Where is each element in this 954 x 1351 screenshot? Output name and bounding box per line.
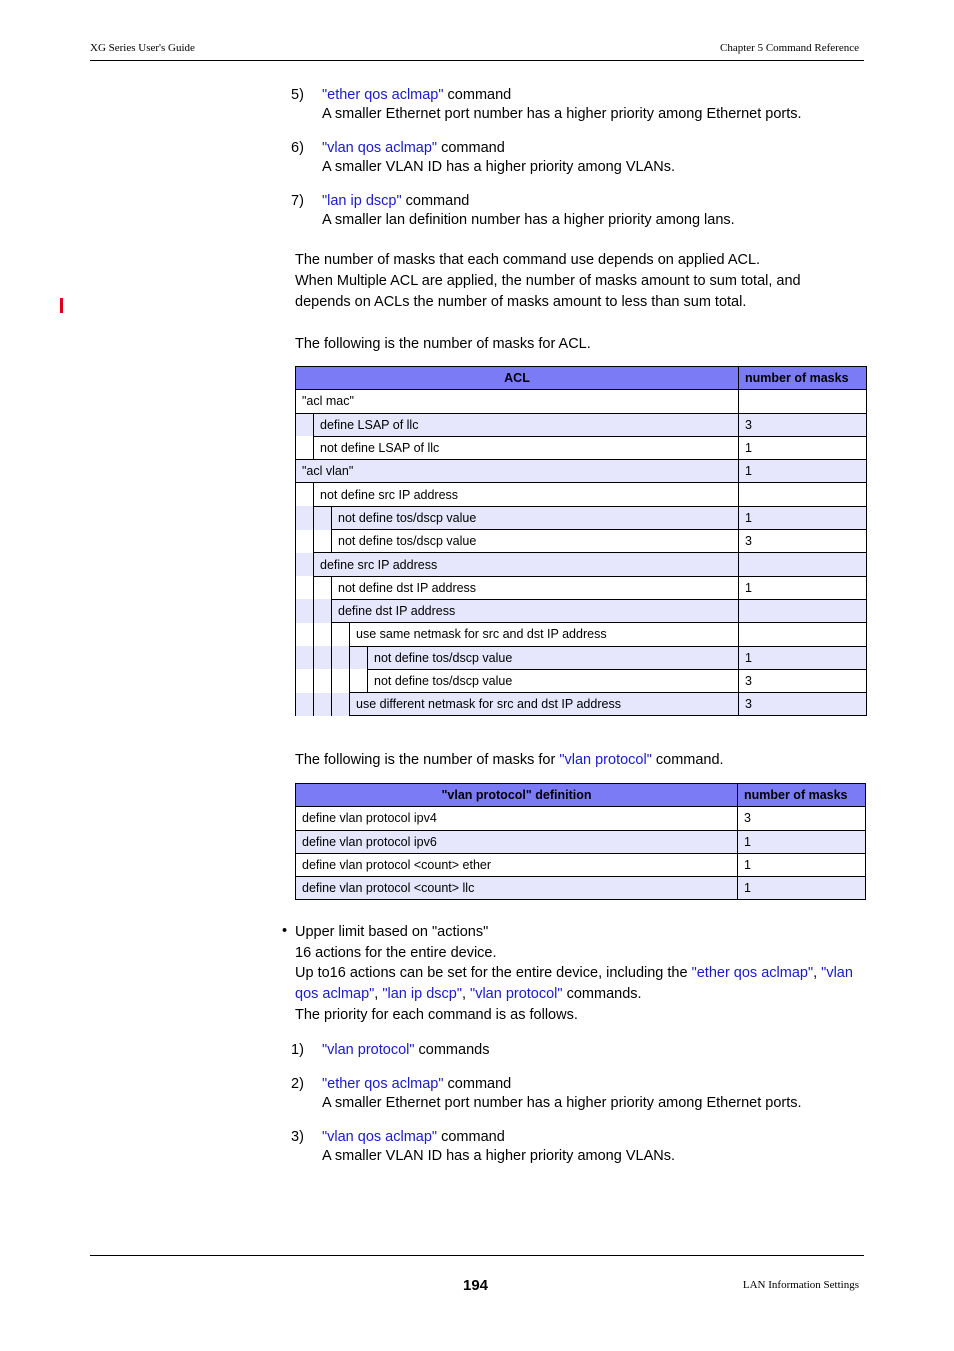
indent-cell bbox=[296, 436, 314, 459]
table-cell-value: 3 bbox=[739, 693, 867, 716]
list-item-desc: A smaller lan definition number has a higher priority among lans. bbox=[322, 212, 735, 228]
table-row bbox=[296, 807, 866, 830]
table-row bbox=[296, 553, 867, 576]
command-link[interactable]: "lan ip dscp" bbox=[382, 986, 462, 1002]
table-cell-label: define LSAP of llc bbox=[314, 413, 739, 436]
indent-cell bbox=[332, 623, 350, 646]
indent-cell bbox=[314, 693, 332, 716]
indent-cell bbox=[314, 669, 332, 692]
table-cell-value: 1 bbox=[739, 436, 867, 459]
acl-mask-table bbox=[295, 366, 867, 716]
indent-cell bbox=[314, 646, 332, 669]
bullet-title: Upper limit based on "actions" bbox=[295, 924, 489, 940]
indent-cell bbox=[296, 506, 314, 529]
table-cell-label: use same netmask for src and dst IP address bbox=[350, 623, 739, 646]
indent-cell bbox=[296, 599, 314, 622]
table-cell-label: not define dst IP address bbox=[332, 576, 739, 599]
indent-cell bbox=[350, 646, 368, 669]
indent-cell bbox=[332, 669, 350, 692]
table-cell-value: 1 bbox=[738, 877, 866, 900]
table-header: number of masks bbox=[739, 367, 867, 390]
table-cell-value: 3 bbox=[739, 669, 867, 692]
table-row bbox=[296, 506, 867, 529]
table-cell-value bbox=[739, 483, 867, 506]
command-link[interactable]: "vlan qos aclmap" bbox=[322, 140, 438, 156]
indent-cell bbox=[296, 646, 314, 669]
table-row bbox=[296, 576, 867, 599]
list-item-desc: A smaller Ethernet port number has a higher priority among Ethernet ports. bbox=[322, 1095, 802, 1111]
indent-cell bbox=[332, 646, 350, 669]
table-cell-label: "acl vlan" bbox=[296, 460, 739, 483]
table-cell-value: 1 bbox=[739, 506, 867, 529]
table-cell-value bbox=[739, 623, 867, 646]
table-cell-value: 1 bbox=[738, 830, 866, 853]
indent-cell bbox=[296, 669, 314, 692]
indent-cell bbox=[314, 623, 332, 646]
command-link[interactable]: "vlan qos aclmap" bbox=[322, 1129, 438, 1145]
change-bar bbox=[60, 298, 63, 313]
list-number: 1) bbox=[291, 1042, 304, 1058]
paragraph-line: qos aclmap", "lan ip dscp", "vlan protocol" commands. bbox=[295, 986, 642, 1002]
paragraph-line: depends on ACLs the number of masks amount to less than sum total. bbox=[295, 294, 747, 310]
table-row bbox=[296, 413, 867, 436]
list-item-heading: "vlan protocol" commands bbox=[322, 1042, 490, 1058]
list-number: 2) bbox=[291, 1076, 304, 1092]
table-cell-label: use different netmask for src and dst IP address bbox=[350, 693, 739, 716]
list-number: 3) bbox=[291, 1129, 304, 1145]
command-link[interactable]: "ether qos aclmap" bbox=[322, 87, 444, 103]
header-rule bbox=[90, 60, 864, 61]
table-cell-label: define dst IP address bbox=[332, 599, 739, 622]
table-header: ACL bbox=[296, 367, 739, 390]
indent-cell bbox=[296, 413, 314, 436]
list-item-desc: A smaller VLAN ID has a higher priority among VLANs. bbox=[322, 1148, 675, 1164]
table-cell-value: 1 bbox=[739, 460, 867, 483]
list-number: 5) bbox=[291, 87, 304, 103]
indent-cell bbox=[296, 553, 314, 576]
page-number: 194 bbox=[463, 1277, 489, 1294]
indent-cell bbox=[314, 530, 332, 553]
indent-cell bbox=[296, 623, 314, 646]
table-cell-value bbox=[739, 553, 867, 576]
table-header: number of masks bbox=[738, 784, 866, 807]
table-row bbox=[296, 390, 867, 413]
table-cell-label: define vlan protocol <count> ether bbox=[296, 853, 738, 876]
command-link[interactable]: "ether qos aclmap" bbox=[322, 1076, 444, 1092]
table-row bbox=[296, 853, 866, 876]
vlan-protocol-mask-table bbox=[295, 783, 866, 900]
list-item-desc: A smaller VLAN ID has a higher priority among VLANs. bbox=[322, 159, 675, 175]
list-number: 7) bbox=[291, 193, 304, 209]
table-cell-value bbox=[739, 599, 867, 622]
table-cell-label: not define LSAP of llc bbox=[314, 436, 739, 459]
paragraph-line: The number of masks that each command use depends on applied ACL. bbox=[295, 252, 761, 268]
table-cell-value: 1 bbox=[739, 576, 867, 599]
indent-cell bbox=[296, 483, 314, 506]
indent-cell bbox=[314, 599, 332, 622]
table-row bbox=[296, 877, 866, 900]
paragraph-line: Up to16 actions can be set for the entire device, including the "ether qos aclmap", "vlan bbox=[295, 965, 853, 981]
table-cell-label: not define tos/dscp value bbox=[368, 669, 739, 692]
paragraph-line: The following is the number of masks for ACL. bbox=[295, 336, 591, 352]
indent-cell bbox=[296, 530, 314, 553]
table-cell-label: define vlan protocol ipv4 bbox=[296, 807, 738, 830]
command-link[interactable]: "vlan protocol" bbox=[322, 1042, 415, 1058]
table-cell-label: not define tos/dscp value bbox=[368, 646, 739, 669]
list-item-desc: A smaller Ethernet port number has a higher priority among Ethernet ports. bbox=[322, 106, 802, 122]
indent-cell bbox=[314, 576, 332, 599]
list-item-heading: "vlan qos aclmap" command bbox=[322, 1129, 505, 1145]
table-row bbox=[296, 623, 867, 646]
table-cell-value bbox=[739, 390, 867, 413]
table-cell-value: 1 bbox=[738, 853, 866, 876]
table-header: "vlan protocol" definition bbox=[296, 784, 738, 807]
footer-section: LAN Information Settings bbox=[742, 1279, 859, 1291]
list-item-heading: "ether qos aclmap" command bbox=[322, 87, 512, 103]
table-cell-value: 1 bbox=[739, 646, 867, 669]
command-link[interactable]: "lan ip dscp" bbox=[322, 193, 402, 209]
table-cell-value: 3 bbox=[739, 413, 867, 436]
table-cell-label: define vlan protocol <count> llc bbox=[296, 877, 738, 900]
table-row bbox=[296, 599, 867, 622]
paragraph-line: The following is the number of masks for "vlan protocol" command. bbox=[295, 752, 724, 768]
table-cell-label: define src IP address bbox=[314, 553, 739, 576]
table-cell-label: not define tos/dscp value bbox=[332, 506, 739, 529]
bullet-icon: • bbox=[282, 923, 288, 939]
table-row bbox=[296, 830, 866, 853]
table-row bbox=[296, 483, 867, 506]
indent-cell bbox=[296, 693, 314, 716]
table-row bbox=[296, 460, 867, 483]
table-cell-label: not define tos/dscp value bbox=[332, 530, 739, 553]
command-link[interactable]: qos aclmap" bbox=[295, 986, 375, 1002]
indent-cell bbox=[314, 506, 332, 529]
command-link[interactable]: "vlan protocol" bbox=[470, 986, 563, 1002]
paragraph-line: 16 actions for the entire device. bbox=[295, 945, 497, 961]
table-row bbox=[296, 530, 867, 553]
header-left: XG Series User's Guide bbox=[90, 42, 195, 54]
table-cell-value: 3 bbox=[738, 807, 866, 830]
table-row bbox=[296, 436, 867, 459]
paragraph-line: When Multiple ACL are applied, the number of masks amount to sum total, and bbox=[295, 273, 801, 289]
command-link[interactable]: "vlan protocol" bbox=[559, 752, 652, 768]
list-item-heading: "lan ip dscp" command bbox=[322, 193, 470, 209]
table-row bbox=[296, 646, 867, 669]
list-item-heading: "vlan qos aclmap" command bbox=[322, 140, 505, 156]
table-row bbox=[296, 693, 867, 716]
list-item-heading: "ether qos aclmap" command bbox=[322, 1076, 512, 1092]
table-cell-label: not define src IP address bbox=[314, 483, 739, 506]
footer-rule bbox=[90, 1255, 864, 1256]
table-cell-label: define vlan protocol ipv6 bbox=[296, 830, 738, 853]
list-number: 6) bbox=[291, 140, 304, 156]
paragraph-line: The priority for each command is as follows. bbox=[295, 1007, 578, 1023]
header-right: Chapter 5 Command Reference bbox=[720, 42, 859, 54]
command-link[interactable]: "ether qos aclmap" bbox=[691, 965, 814, 981]
indent-cell bbox=[350, 669, 368, 692]
indent-cell bbox=[296, 576, 314, 599]
indent-cell bbox=[332, 693, 350, 716]
command-link[interactable]: "vlan bbox=[821, 965, 853, 981]
table-row bbox=[296, 669, 867, 692]
table-cell-label: "acl mac" bbox=[296, 390, 739, 413]
table-cell-value: 3 bbox=[739, 530, 867, 553]
